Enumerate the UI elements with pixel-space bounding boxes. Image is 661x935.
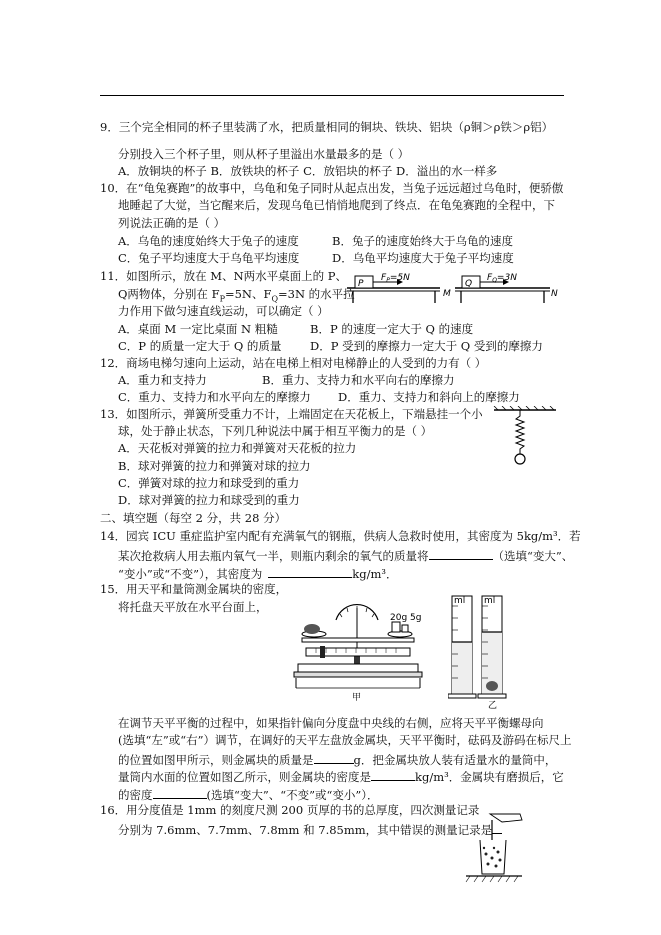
- q12-option-c: C．重力、支持力和水平向左的摩擦力: [118, 390, 311, 404]
- q12-line1: 12．商场电梯匀速向上运动，站在电梯上相对电梯静止的人受到的力有（ ）: [100, 356, 487, 370]
- q11-option-b: B．P 的速度一定大于 Q 的速度: [310, 322, 474, 336]
- q11-option-d: D．P 受到的摩擦力一定大于 Q 受到的摩擦力: [310, 339, 543, 353]
- q14-line1: 14．园宾 ICU 重症监护室内配有充满氧气的钢瓶，供病人急救时使用，其密度为 5kg/m³．若: [100, 529, 581, 543]
- q10-line3: 列说法正确的是（ ）: [118, 216, 226, 230]
- q11-line2: Q两物体，分别在 $F_P=5N$、$F_Q=3N$ 的水平拉: [118, 287, 355, 304]
- svg-text:FP=5N: $F_P=5N$: [381, 273, 410, 284]
- q15-blank-2[interactable]: [371, 768, 415, 781]
- q14-blank-2[interactable]: [268, 565, 352, 578]
- q11-option-c: C．P 的质量一定大于 Q 的质量: [118, 339, 282, 353]
- q13-line1: 13．如图所示，弹簧所受重力不计，上端固定在天花板上，下端悬挂一个小: [100, 407, 483, 421]
- q15-blank-3[interactable]: [153, 786, 207, 799]
- svg-text:ml: ml: [454, 596, 466, 606]
- q12-option-d: D．重力、支持力和斜向上的摩擦力: [338, 390, 520, 404]
- q9-options: A．放铜块的杯子 B．放铁块的杯子 C．放铝块的杯子 D．溢出的水一样多: [118, 164, 498, 178]
- q10-option-b: B．兔子的速度始终大于乌龟的速度: [332, 234, 513, 248]
- q14-blank-1[interactable]: [429, 547, 493, 560]
- svg-text:20g 5g: 20g 5g: [390, 613, 422, 623]
- q10-option-a: A．乌龟的速度始终大于兔子的速度: [118, 234, 299, 248]
- q16-line1: 16．用分度值是 1mm 的刻度尺测 200 页厚的书的总厚度，四次测量记录: [100, 803, 480, 817]
- q15-cylinder-figure: [448, 590, 508, 710]
- q15-line2: 将托盘天平放在水平台面上，: [118, 600, 268, 614]
- q13-option-a: A．天花板对弹簧的拉力和弹簧对天花板的拉力: [118, 441, 357, 455]
- q10-option-c: C．兔子平均速度大于乌龟平均速度: [118, 251, 300, 265]
- q16-line2: 分别为 7.6mm、7.7mm、7.8mm 和 7.85mm，其中错误的测量记录是: [118, 821, 502, 837]
- q12-option-b: B．重力、支持力和水平向右的摩擦力: [262, 373, 455, 387]
- svg-text:ml: ml: [484, 596, 496, 606]
- q14-line3: “变小”或“不变”），其密度为 kg/m³．: [118, 567, 398, 581]
- header-rule: [100, 95, 564, 96]
- svg-text:甲: 甲: [352, 693, 362, 702]
- q13-line2: 球，处于静止状态，下列几种说法中属于相互平衡力的是（ ）: [118, 424, 433, 438]
- q15-blank-1[interactable]: [314, 751, 354, 764]
- q15-balance-figure: [292, 592, 432, 702]
- section-2-heading: 二、填空题（每空 2 分，共 28 分）: [100, 511, 287, 525]
- svg-text:Q: Q: [465, 279, 473, 289]
- q14-line2: 某次抢救病人用去瓶内氧气一半，则瓶内剩余的氧气的质量将 （选填“变大”、: [118, 549, 574, 563]
- q13-option-d: D．球对弹簧的拉力和球受到的重力: [118, 493, 300, 507]
- svg-text:FQ=3N: $F_Q=3N$: [487, 273, 517, 284]
- q13-spring-figure: [492, 406, 558, 468]
- q15-line4: (选填“左”或“右”）调节，在调好的天平左盘放金属块，天平平衡时，砝码及游码在标尺上: [118, 733, 572, 747]
- svg-text:P: P: [358, 279, 364, 289]
- q10-line1: 10．在“龟兔赛跑”的故事中，乌龟和兔子同时从起点出发，当兔子远远超过乌龟时，便骄傲: [100, 181, 564, 195]
- q12-option-a: A．重力和支持力: [118, 373, 207, 387]
- q10-line2: 地睡起了大觉，当它醒来后，发现乌龟已悄悄地爬到了终点．在龟兔赛跑的全程中，下: [118, 198, 555, 212]
- q13-option-c: C．弹簧对球的拉力和球受到的重力: [118, 476, 300, 490]
- q15-line5: 的位置如图甲所示，则金属块的质量是 g．把金属块放人装有适量水的量筒中，: [118, 753, 557, 767]
- q10-option-d: D．乌龟平均速度大于兔子平均速度: [332, 251, 514, 265]
- q11-table-figure: [345, 270, 560, 306]
- q16-beaker-figure: [462, 812, 528, 884]
- q9-line1: 9．三个完全相同的杯子里装满了水，把质量相同的铜块、铁块、铝块（ρ铜＞ρ铁＞ρ铝）: [100, 120, 554, 134]
- svg-text:N: N: [551, 289, 558, 299]
- q9-line2: 分别投入三个杯子里，则从杯子里溢出水量最多的是（ ）: [118, 147, 410, 161]
- q15-line6: 量筒内水面的位置如图乙所示，则金属块的密度是 kg/m³．金属块有磨损后，它: [118, 770, 564, 784]
- q15-line7: 的密度 (选填“变大”、“不变”或“变小”）．: [118, 788, 379, 802]
- q11-option-a: A．桌面 M 一定比桌面 N 粗糙: [118, 322, 278, 336]
- q11-line3: 力作用下做匀速直线运动，可以确定（ ）: [118, 304, 329, 318]
- svg-text:M: M: [443, 289, 451, 299]
- q13-option-b: B．球对弹簧的拉力和弹簧对球的拉力: [118, 459, 311, 473]
- q11-line1: 11．如图所示，放在 M、N两水平桌面上的 P、: [100, 269, 348, 283]
- q15-line1: 15．用天平和量筒测金属块的密度，: [100, 582, 288, 596]
- q15-line3: 在调节天平平衡的过程中，如果指针偏向分度盘中央线的右侧，应将天平平衡螺母向: [118, 716, 544, 730]
- svg-text:乙: 乙: [488, 701, 498, 710]
